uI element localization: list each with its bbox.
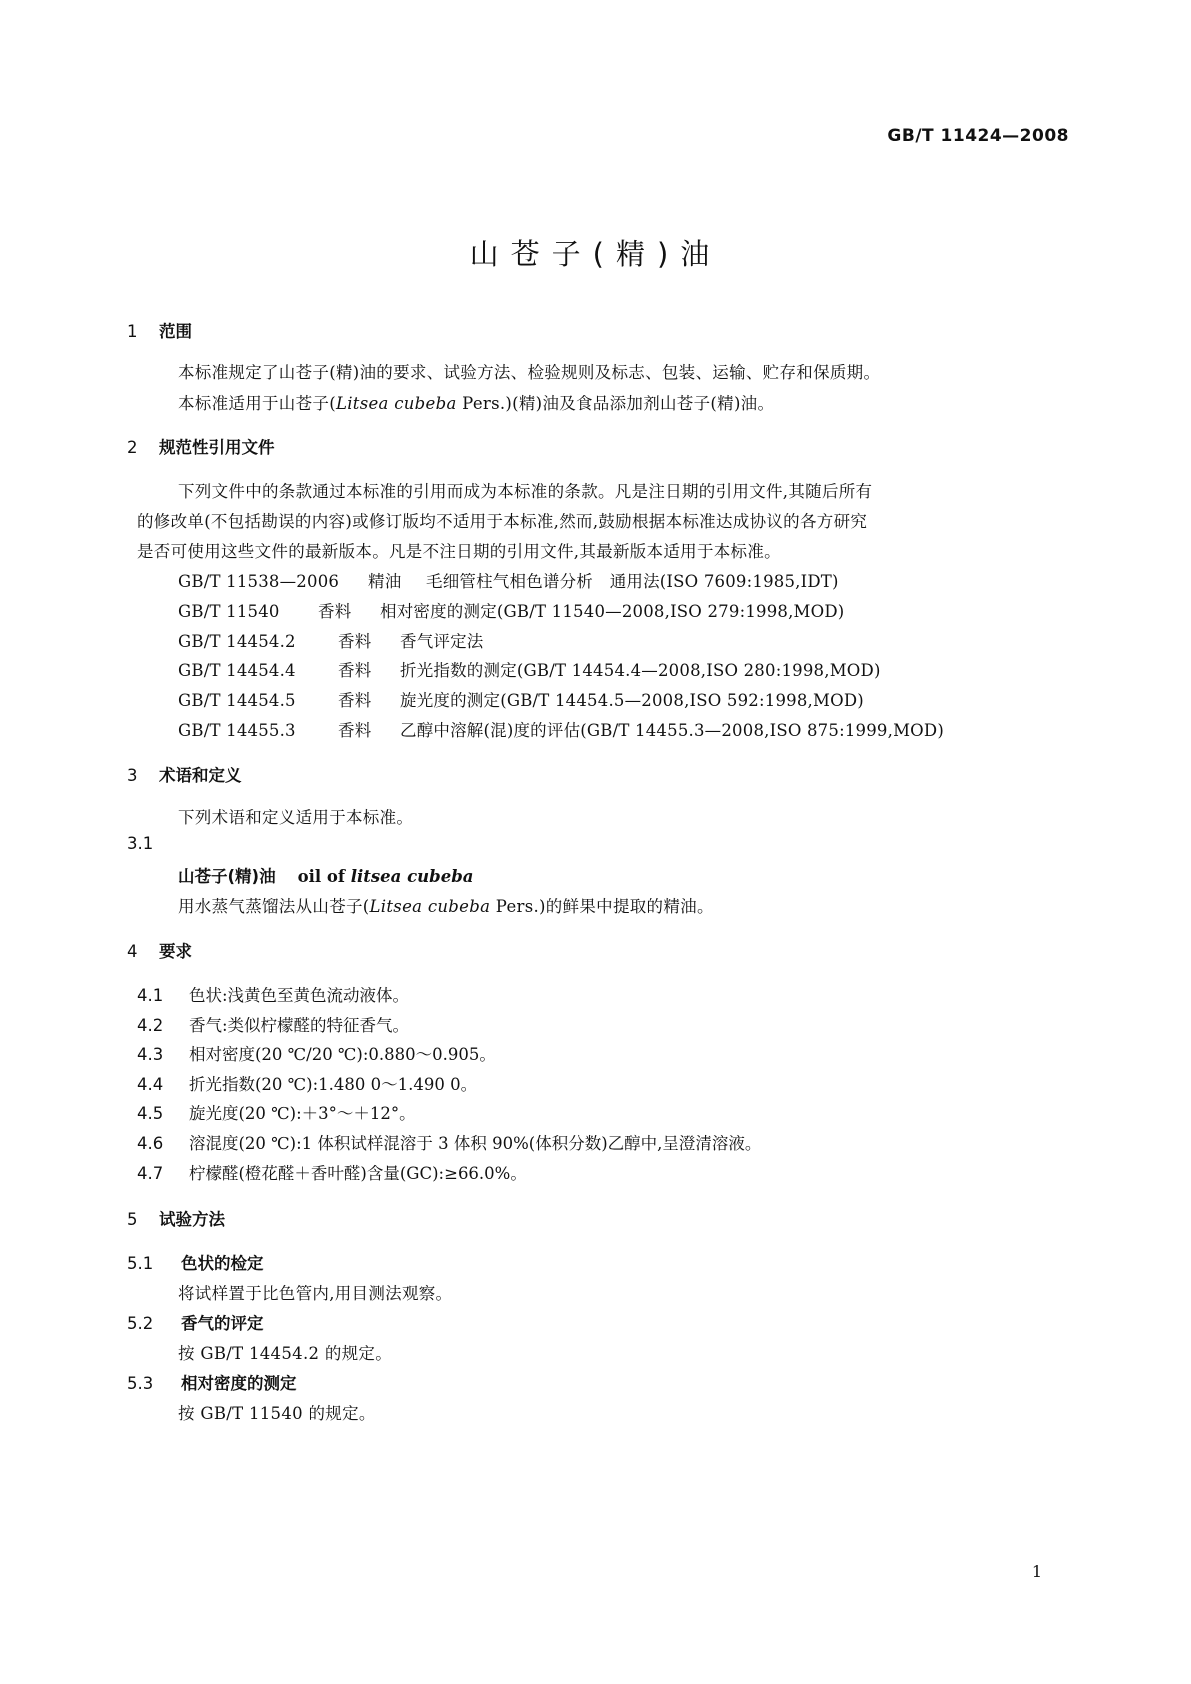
term-heading: [178, 863, 473, 887]
term-english: [298, 867, 474, 886]
section-number: 3: [127, 766, 138, 785]
item-text: 溶混度(20 ℃):1 体积试样混溶于 3 体积 90%(体积分数)乙醇中,呈澄清溶液。: [189, 1134, 762, 1153]
paragraph: 按 GB/T 11540 的规定。: [178, 1404, 376, 1423]
reference-item: [178, 568, 839, 592]
ref-description: 毛细管柱气相色谱分析 通用法(ISO 7609:1985,IDT): [426, 572, 839, 591]
item-number: 4.7: [137, 1164, 164, 1183]
section-number: 1: [127, 322, 138, 341]
section-number: 5: [127, 1210, 138, 1229]
ref-description: 乙醇中溶解(混)度的评估(GB/T 14455.3—2008,ISO 875:1999,MOD): [400, 721, 944, 740]
item-number: 4.5: [137, 1104, 164, 1123]
item-text: 相对密度(20 ℃/20 ℃):0.880～0.905。: [189, 1045, 496, 1064]
reference-item: [178, 628, 484, 652]
subsection-number: 5.2: [127, 1314, 154, 1333]
paragraph: 将试样置于比色管内,用目测法观察。: [178, 1284, 453, 1303]
text: oil of: [297, 867, 351, 886]
subsection-number: 5.3: [127, 1374, 154, 1393]
reference-item: [178, 598, 844, 622]
ref-code: GB/T 14454.5: [178, 691, 296, 710]
paragraph-line: 是否可使用这些文件的最新版本。凡是不注日期的引用文件,其最新版本适用于本标准。: [137, 542, 781, 561]
ref-code: GB/T 14454.4: [178, 661, 296, 680]
requirement-item: [137, 1160, 527, 1184]
standard-number: GB/T 11424—2008: [887, 126, 1069, 146]
section-title: 试验方法: [159, 1210, 225, 1229]
section-2-heading: [127, 434, 275, 458]
item-text: 香气:类似柠檬醛的特征香气。: [189, 1016, 410, 1035]
page-number: 1: [1031, 1562, 1042, 1581]
requirement-item: [137, 1130, 761, 1154]
item-text: 柠檬醛(橙花醛＋香叶醛)含量(GC):≥66.0%。: [189, 1164, 527, 1183]
ref-description: 香气评定法: [400, 632, 484, 651]
item-number: 4.6: [137, 1134, 164, 1153]
ref-description: 折光指数的测定(GB/T 14454.4—2008,ISO 280:1998,MOD): [400, 661, 881, 680]
ref-code: GB/T 11540: [178, 602, 280, 621]
latin-name: litsea cubeba: [350, 867, 474, 886]
term-definition: [178, 893, 714, 917]
subsection-title: 香气的评定: [181, 1314, 264, 1333]
item-number: 4.3: [137, 1045, 164, 1064]
term-chinese: 山苍子(精)油: [178, 867, 276, 886]
paragraph-line: 的修改单(不包括勘误的内容)或修订版均不适用于本标准,然而,鼓励根据本标准达成协议的各方研究: [137, 512, 868, 531]
latin-name: Litsea cubeba: [335, 394, 457, 413]
text: 本标准适用于山苍子(: [178, 394, 336, 413]
ref-code: GB/T 14455.3: [178, 721, 296, 740]
latin-name: Litsea cubeba: [369, 897, 491, 916]
section-3-heading: [127, 762, 242, 786]
ref-description: 相对密度的测定(GB/T 11540—2008,ISO 279:1998,MOD): [380, 602, 845, 621]
ref-category: 香料: [318, 602, 352, 621]
ref-category: 香料: [338, 632, 372, 651]
subsection-heading: [127, 1250, 264, 1274]
section-4-heading: [127, 938, 192, 962]
ref-category: 精油: [368, 572, 402, 591]
subsection-heading: [127, 1310, 264, 1334]
ref-category: 香料: [338, 691, 372, 710]
text: Pers.)(精)油及食品添加剂山苍子(精)油。: [456, 394, 775, 413]
section-5-heading: [127, 1206, 225, 1230]
item-text: 色状:浅黄色至黄色流动液体。: [189, 986, 410, 1005]
reference-item: [178, 687, 864, 711]
subsection-number: 3.1: [127, 834, 154, 853]
item-text: 折光指数(20 ℃):1.480 0～1.490 0。: [189, 1075, 478, 1094]
section-title: 规范性引用文件: [159, 438, 275, 457]
section-number: 4: [127, 942, 138, 961]
item-number: 4.1: [137, 986, 164, 1005]
requirement-item: [137, 982, 409, 1006]
paragraph: 下列术语和定义适用于本标准。: [178, 808, 414, 827]
reference-item: [178, 717, 944, 741]
section-title: 术语和定义: [159, 766, 242, 785]
text: 用水蒸气蒸馏法从山苍子(: [178, 897, 370, 916]
section-1-heading: [127, 318, 192, 342]
requirement-item: [137, 1012, 409, 1036]
ref-code: GB/T 11538—2006: [178, 572, 340, 591]
ref-description: 旋光度的测定(GB/T 14454.5—2008,ISO 592:1998,MOD): [400, 691, 864, 710]
requirement-item: [137, 1071, 477, 1095]
paragraph: 按 GB/T 14454.2 的规定。: [178, 1344, 393, 1363]
subsection-title: 相对密度的测定: [181, 1374, 297, 1393]
paragraph-line: 下列文件中的条款通过本标准的引用而成为本标准的条款。凡是注日期的引用文件,其随后所有: [178, 482, 873, 501]
text: Pers.)的鲜果中提取的精油。: [490, 897, 714, 916]
subsection-title: 色状的检定: [181, 1254, 264, 1273]
item-text: 旋光度(20 ℃):＋3°～＋12°。: [189, 1104, 416, 1123]
subsection-heading: [127, 1370, 297, 1394]
ref-category: 香料: [338, 661, 372, 680]
requirement-item: [137, 1041, 496, 1065]
subsection-number: 5.1: [127, 1254, 154, 1273]
section-number: 2: [127, 438, 138, 457]
paragraph: 本标准规定了山苍子(精)油的要求、试验方法、检验规则及标志、包装、运输、贮存和保质期。: [178, 363, 881, 382]
section-title: 要求: [159, 942, 192, 961]
ref-category: 香料: [338, 721, 372, 740]
item-number: 4.2: [137, 1016, 164, 1035]
requirement-item: [137, 1100, 416, 1124]
ref-code: GB/T 14454.2: [178, 632, 296, 651]
paragraph: [178, 390, 774, 414]
item-number: 4.4: [137, 1075, 164, 1094]
document-title: 山苍子(精)油: [469, 237, 722, 271]
reference-item: [178, 657, 881, 681]
section-title: 范围: [159, 322, 192, 341]
